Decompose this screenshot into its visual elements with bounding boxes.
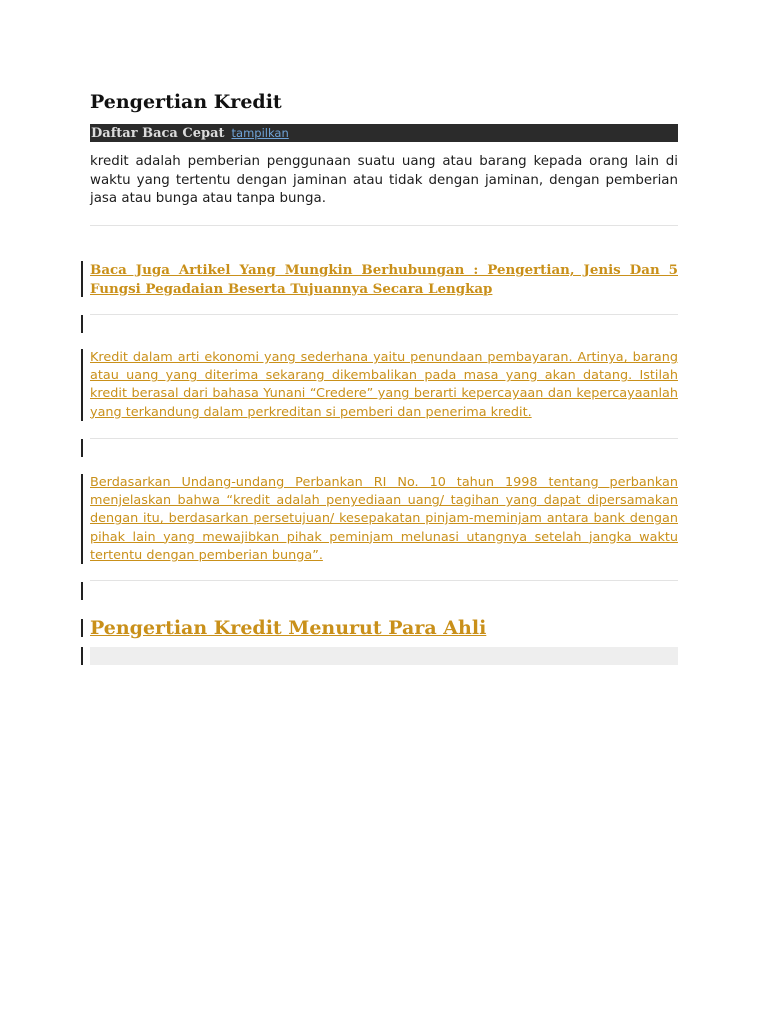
margin-marker (81, 647, 83, 665)
divider (90, 225, 678, 226)
banking-law-text[interactable]: Berdasarkan Undang-undang Perbankan RI No. 10 tahun 1998 tentang perbankan menjelaskan bahwa “kredit adalah penyediaan uang/ tagihan yang dapat dipersamakan dengan itu, berdasarkan persetujuan/ kesepakatan pinjam-meminjam antara bank dengan pihak lain yang mewajibkan pihak peminjam melunasi utangnya setelah jangka waktu tertentu dengan pemberian bunga”. (90, 475, 678, 563)
credit-definition-text[interactable]: Kredit dalam arti ekonomi yang sederhana yaitu penundaan pembayaran. Artinya, barang atau uang yang diterima sekarang dikembalikan pada masa yang akan datang. Istilah kredit berasal dari bahasa Yunani “Credere” yang berarti kepercayaan dan kepercayaanlah yang terkandung dalam perkreditan si pemberi dan penerima kredit. (90, 350, 678, 420)
content-placeholder-box (90, 647, 678, 665)
margin-marker (81, 582, 83, 600)
margin-marker (81, 349, 83, 421)
toc-toggle-link[interactable]: tampilkan (231, 126, 289, 140)
page-title: Pengertian Kredit (90, 91, 282, 113)
margin-marker (81, 619, 83, 637)
banking-law-paragraph[interactable] (90, 474, 678, 565)
credit-definition-paragraph[interactable] (90, 349, 678, 422)
margin-marker (81, 261, 83, 297)
table-of-contents-bar (90, 124, 678, 142)
section-heading-link[interactable]: Pengertian Kredit Menurut Para Ahli (90, 617, 487, 639)
related-article-link[interactable] (90, 261, 678, 298)
divider (90, 580, 678, 581)
intro-paragraph: kredit adalah pemberian penggunaan suatu uang atau barang kepada orang lain di waktu yang tertentu dengan jaminan atau tidak dengan jaminan, dengan pemberian jasa atau bunga atau tanpa bunga. (90, 154, 678, 206)
related-article-link-text[interactable]: Baca Juga Artikel Yang Mungkin Berhubungan : Pengertian, Jenis Dan 5 Fungsi Pegadaian Beserta Tujuannya Secara Lengkap (90, 262, 678, 297)
section-heading[interactable] (90, 614, 486, 642)
divider (90, 314, 678, 315)
divider (90, 438, 678, 439)
margin-marker (81, 474, 83, 564)
margin-marker (81, 439, 83, 457)
toc-title: Daftar Baca Cepat (91, 125, 225, 141)
margin-marker (81, 315, 83, 333)
